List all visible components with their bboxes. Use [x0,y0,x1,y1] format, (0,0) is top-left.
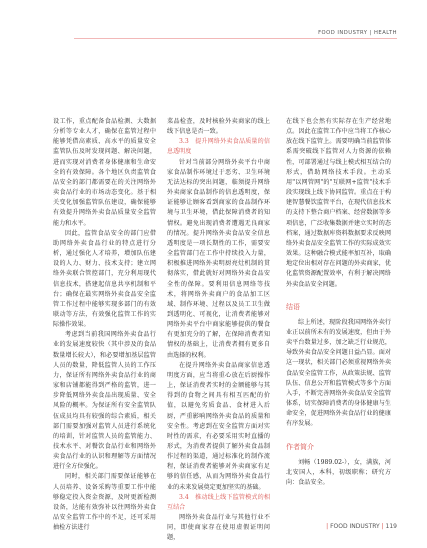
footer-pipe: | [326,523,331,530]
col2-paragraph-4: 网络外卖食品行业与其他行业不同，即使商家存在使用虚假证明问题， [167,514,270,542]
column-1 [53,117,156,533]
footer-pipe-2: | [379,523,386,530]
col1-paragraph-1: 设工作，重点配备食品检测、大数据分析等专业人才，确保在监管过程中能够凭借高素质、高水平的质量安全监管队伍及时发现问题、解决问题，进而实现对消费者身体健康和生命安全的有效保障。各个地区负责监管食品安全的部门都需要在的关注网络外卖食品行业的市场动态变化。基于相关变化加强监管队伍建设，确保能够有效提升网络外卖食品质量安全监管能力和水平。 [53,118,156,227]
column-3 [286,117,391,488]
page-footer [326,523,397,530]
col3-paragraph-1: 在线下也会然有实际存在生产经营地点。因此在监管工作中应当将工作核心放在线下监管上。需要明确当前监管体系需突破线下监管对人力资源的依赖性，可部署通过与线上模式相互结合的形式，借助网络技术手段。主动采用"以网管网"的"互联网+监管"技术手段实现线上线下协同监管。重点在于构建智慧餐饮监管平台，在现代信息技术的支持下整合商户档案、经营数据等多项信息，广泛收集数据并建立实时的态档案，通过数据库资料数据要求反映网络外卖食品安全监管工作的实际成效实效果。这种融合模式能率加互补，取确地定位出相对存在问题的外卖商家，优化监管资源配置效率，有利于解决网络外卖食品安全问题。 [286,118,391,288]
author-bio-heading: 作者简介 [286,442,314,451]
col1-paragraph-2: 因此，监管食品安全的部门应借助网络外卖食品行业的特点进行分析，通过强化人才培养，增加队伍建设的人力、财力、技术支持；建立网络外卖联合管控部门，充分利用现代信息技术，搭建起信息共享机制和平台；确保在最实网络外卖食品安全监管工作过程中能够实现多部门的有效联动等方法，有效强化监管工作的实际操作效果。 [53,229,156,329]
journal-header: FOOD INDUSTRY | HEALTH [318,30,397,36]
col1-paragraph-4: 同时，相关部门需要保证能够在人员培养、设备采购等重要工作中能够稳定投入资金资源，及时更新检测设备，达能有效弥补以往网络外卖食品安全监管工作中的不足，还可采用抽检方法进行 [53,473,156,532]
footer-journal: FOOD INDUSTRY [330,523,380,530]
author-bio: 刘畅（1989.02-），女，满族，河北安国人，本科，初级职称；研究方向：食品安全。 [286,458,391,486]
col2-paragraph-2: 针对当前部分网络外卖平台中商家食品制作环境过于恶劣、卫生环境无法达标的突出问题，临须提升网络外卖商家食品制作的信息透明度，保证能够让顾客看到商家的食品制作环境与卫生环境，借此保障消费者的知情权。避免出现消费者遭遇无良商家的情况。提升网络外卖食品安全信息透明度是一项长期性的工作，需要安全监管部门在工作中持续投入力量，积极推进网络外卖明厨亮灶机制的贯彻落实，借此就好对网络外卖食品安全性的保障。要利用信息网络等技术，将网络外卖商户的食品加工区域、制作环境、过程以及员工卫生做到透明化、可视化，让消费者能够对网络外卖平台中商家能够提供的餐食有更加充分的了解，在保障消费者知情权的基础上，让消费者拥有更多自由选择的权利。 [167,158,270,359]
conclusion-paragraph: 综上所述，现阶段我国网络外卖行业正以前所未有的发展速度，但由于外卖平台数量过多，加之缺乏行业规范，导致外卖食品安全问题日益凸显。面对这一现状，相关部门必须重视网络外卖食品安全监管工作，从政策法规、监管队伍、信息公开和监管模式等多个方面入手，不断完善网络外卖食品安全监管体系，切实保障消费者的身体健康与生命安全，促进网络外卖食品行业的健康有序发展。 [286,318,391,428]
header-rule [74,38,397,39]
section-heading-conclusion: 结语 [286,302,300,311]
col2-paragraph-1: 菜品检查，及时核验外卖商家的线上线下信息是否一致。 [167,118,270,136]
column-2 [167,117,270,544]
col1-paragraph-3: 考虑到当前我国网络外卖食品行业的发展速度较快（其中涉及的食品数量增长较大），和必要增加基层监管人员的数量，降低监管人员的工作压力，保证所有网络外卖食品行业的商家和店铺都能得到严格的监管，进一步降低网络外卖食品出现质量、安全风险的概率。为保证所有安全监管队伍成员均具有较强的综合素质，相关部门需要加强对监管人员进行系统化的培训，针对监管人员的监管能力、技术水平、对餐饮食品行业和网络外卖食品行业的认识和理解等方面情况进行全方位强化。 [53,331,156,471]
col2-paragraph-3: 在提升网络外卖食品商家信息透明度方面，应当将重心放在后厨操作上，保证消费者实时的金额能够与其得到的食物之间具有相互匹配的价值，以避免劣质食品、食材进入后厨，严重影响网络外卖食品的质量和安全性。考虑到在安全监管方面对实时性的需求，有必要采用实时直播的形式，为消费者提供了解外卖食品制作过程的渠道，通过标准化的制作流程，保证消费者能够对外卖商家有足够的信任感，从而为网络外卖食品行业的未来发展奠定更加坚实的基础。 [167,361,270,491]
subsection-heading-3-4: 3.4 推动线上线下监管模式的相互结合 [167,493,270,511]
page-number: 119 [385,523,397,530]
subsection-heading-3-3: 3.3 提升网络外卖食品质量的信息透明度 [167,138,270,156]
